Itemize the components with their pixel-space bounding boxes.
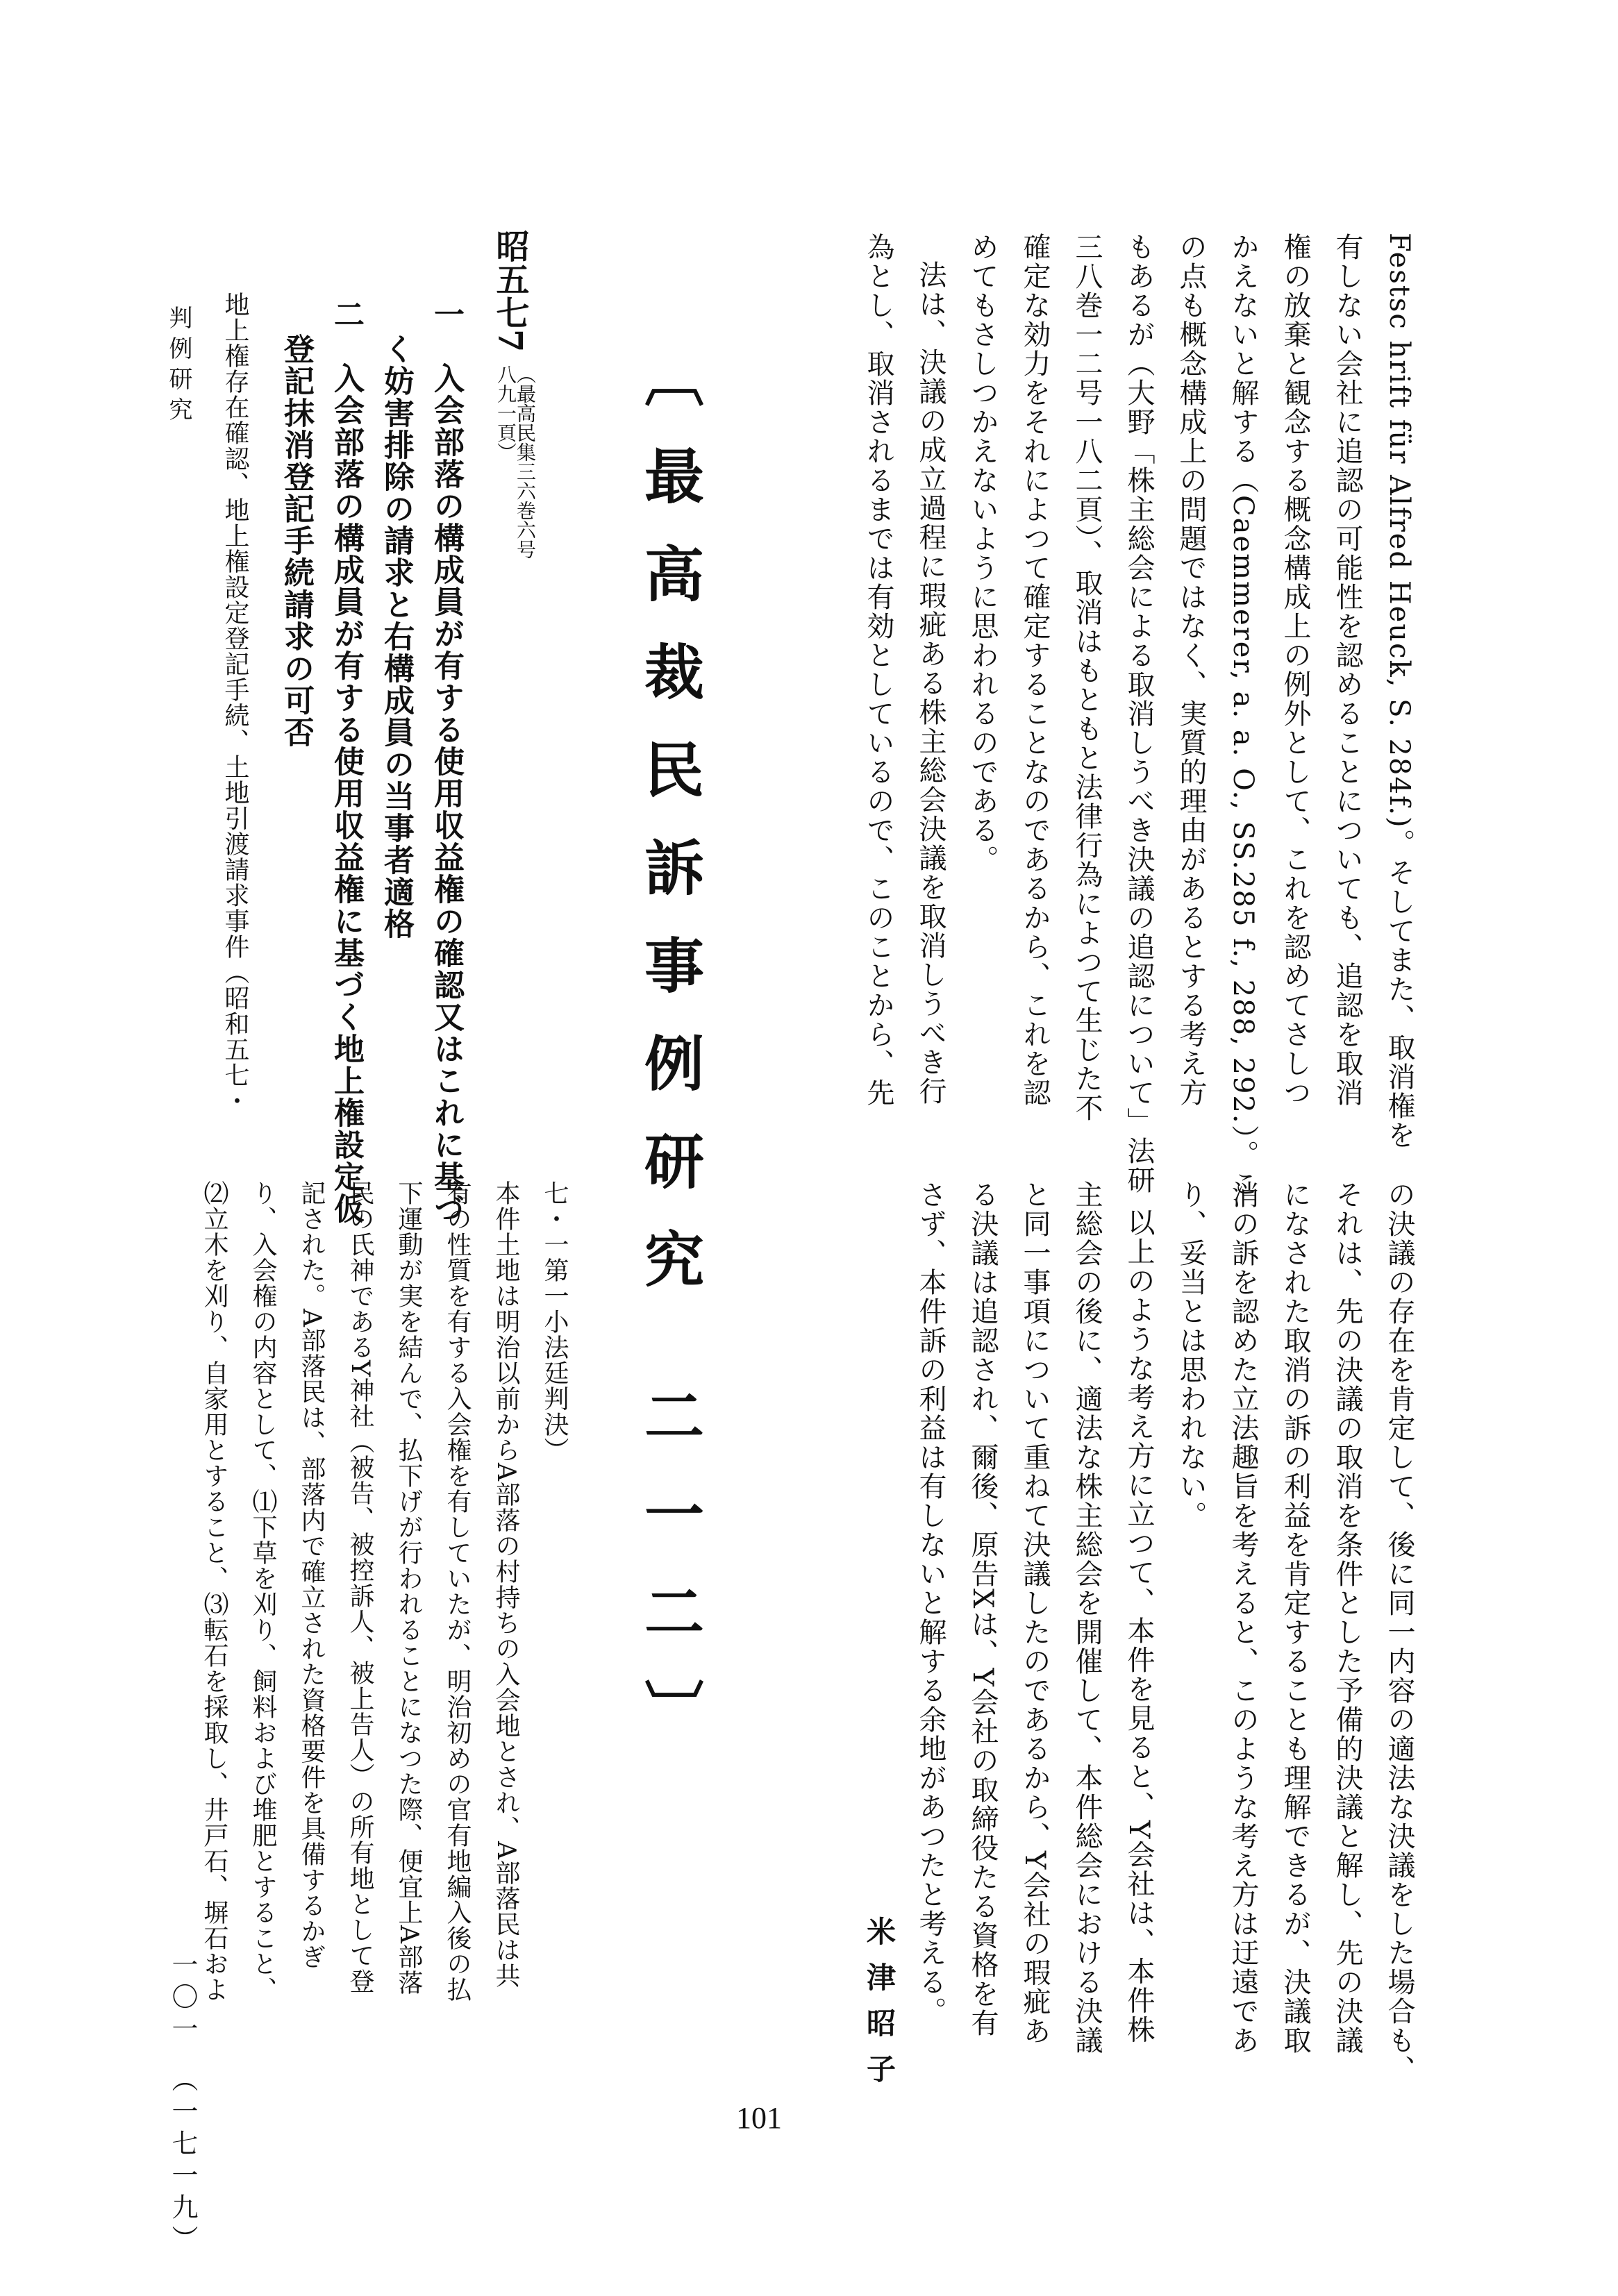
- case-issue-heading: 登記抹消登記手続請求の可否: [278, 333, 314, 748]
- lower-text-column: 消の訴を認めた立法趣旨を考えると、このような考え方は迂遠であ: [1227, 1180, 1259, 2055]
- case-issue-heading: 二 入会部落の構成員が有する使用収益権に基づく地上権設定仮: [328, 299, 364, 1225]
- running-head: 判例研究: [165, 305, 192, 428]
- case-body-column: 本件土地は明治以前からA部落の村持ちの入会地とされ、A部落民は共: [492, 1180, 520, 1988]
- upper-text-column: 三八巻一二号一八二頁）、取消はもともと法律行為によつて生じた不: [1071, 233, 1103, 1123]
- upper-text-column: もあるが（大野「株主総会による取消しうべき決議の追認について」法研: [1123, 233, 1155, 1195]
- upper-text-column: 確定な効力をそれによつて確定することなのであるから、これを認: [1019, 233, 1051, 1107]
- case-issue-heading: 一 入会部落の構成員が有する使用収益権の確認又はこれに基づ: [428, 299, 464, 1225]
- upper-text-column: 権の放棄と観念する概念構成上の例外として、これを認めてさしつ: [1279, 233, 1311, 1107]
- author-name: 米津昭子: [862, 1916, 896, 2100]
- upper-text-column: Festsc hrift für Alfred Heuck, S. 284f.)。そしてまた、取消権を: [1383, 233, 1415, 1150]
- upper-text-column: かえないと解する（Caemmerer, a. a. O., SS.285 f., 288, 292.）。こ: [1227, 233, 1259, 1198]
- series-title: 〔最高裁民訴事例研究 二一二〕: [634, 347, 704, 1777]
- lower-text-column: 以上のような考え方に立つて、本件を見ると、Y会社は、本件株: [1123, 1208, 1155, 2045]
- case-description: 地上権存在確認、地上権設定登記手続、土地引渡請求事件（昭和五七・: [221, 292, 249, 1114]
- lower-text-column: になされた取消の訴の利益を肯定することも理解できるが、決議取: [1279, 1180, 1311, 2055]
- upper-text-column: 為とし、取消されるまでは有効としているので、このことから、先: [862, 233, 894, 1107]
- lower-text-column: り、妥当とは思われない。: [1175, 1180, 1207, 1530]
- lower-text-column: それは、先の決議の取消を条件とした予備的決議と解し、先の決議: [1331, 1180, 1363, 2055]
- case-body-column: 有の性質を有する入会権を有していたが、明治初めの官有地編入後の払: [443, 1180, 472, 2002]
- upper-text-column: 法は、決議の成立過程に瑕疵ある株主総会決議を取消しうべき行: [915, 260, 946, 1106]
- upper-text-column: 有しない会社に追認の可能性を認めることについても、追認を取消: [1331, 233, 1363, 1107]
- lower-text-column: る決議は追認され、爾後、原告Xは、Y会社の取締役たる資格を有: [967, 1180, 999, 2038]
- page-number: 101: [736, 2101, 782, 2135]
- lower-text-column: の決議の存在を肯定して、後に同一内容の適法な決議をした場合も、: [1383, 1180, 1415, 2084]
- case-body-column: 七・一第一小法廷判決）: [540, 1180, 569, 1463]
- case-body-column: り、入会権の内容として、⑴下草を刈り、飼料および堆肥とすること、: [249, 1180, 277, 2002]
- case-source-citation: （最高民集三六巻六号八九一頁）: [494, 364, 537, 559]
- lower-text-column: さず、本件訴の利益は有しないと解する余地があつたと考える。: [915, 1180, 946, 2026]
- upper-text-column: の点も概念構成上の問題ではなく、実質的理由があるとする考え方: [1175, 233, 1207, 1107]
- lower-text-column: 主総会の後に、適法な株主総会を開催して、本件総会における決議: [1071, 1180, 1103, 2055]
- case-body-column: ⑵立木を刈り、自家用とすること、⑶転石を採取し、井戸石、塀石およ: [200, 1180, 228, 2002]
- case-number: 昭五七7: [490, 229, 529, 353]
- page-marker: 一〇一 （一七一九）: [167, 1951, 198, 2257]
- lower-text-column: と同一事項について重ねて決議したのであるから、Y会社の瑕疵あ: [1019, 1180, 1051, 2046]
- case-body-column: 民の氏神であるY神社（被告、被控訴人、被上告人）の所有地として登: [346, 1180, 374, 1994]
- case-body-column: 記された。A部落民は、部落内で確立された資格要件を具備するかぎ: [297, 1180, 326, 1970]
- case-issue-heading: く妨害排除の請求と右構成員の当事者適格: [378, 333, 414, 940]
- case-body-column: 下運動が実を結んで、払下げが行われることになつた際、便宜上A部落: [394, 1180, 423, 1995]
- upper-text-column: めてもさしつかえないように思われるのである。: [967, 233, 999, 874]
